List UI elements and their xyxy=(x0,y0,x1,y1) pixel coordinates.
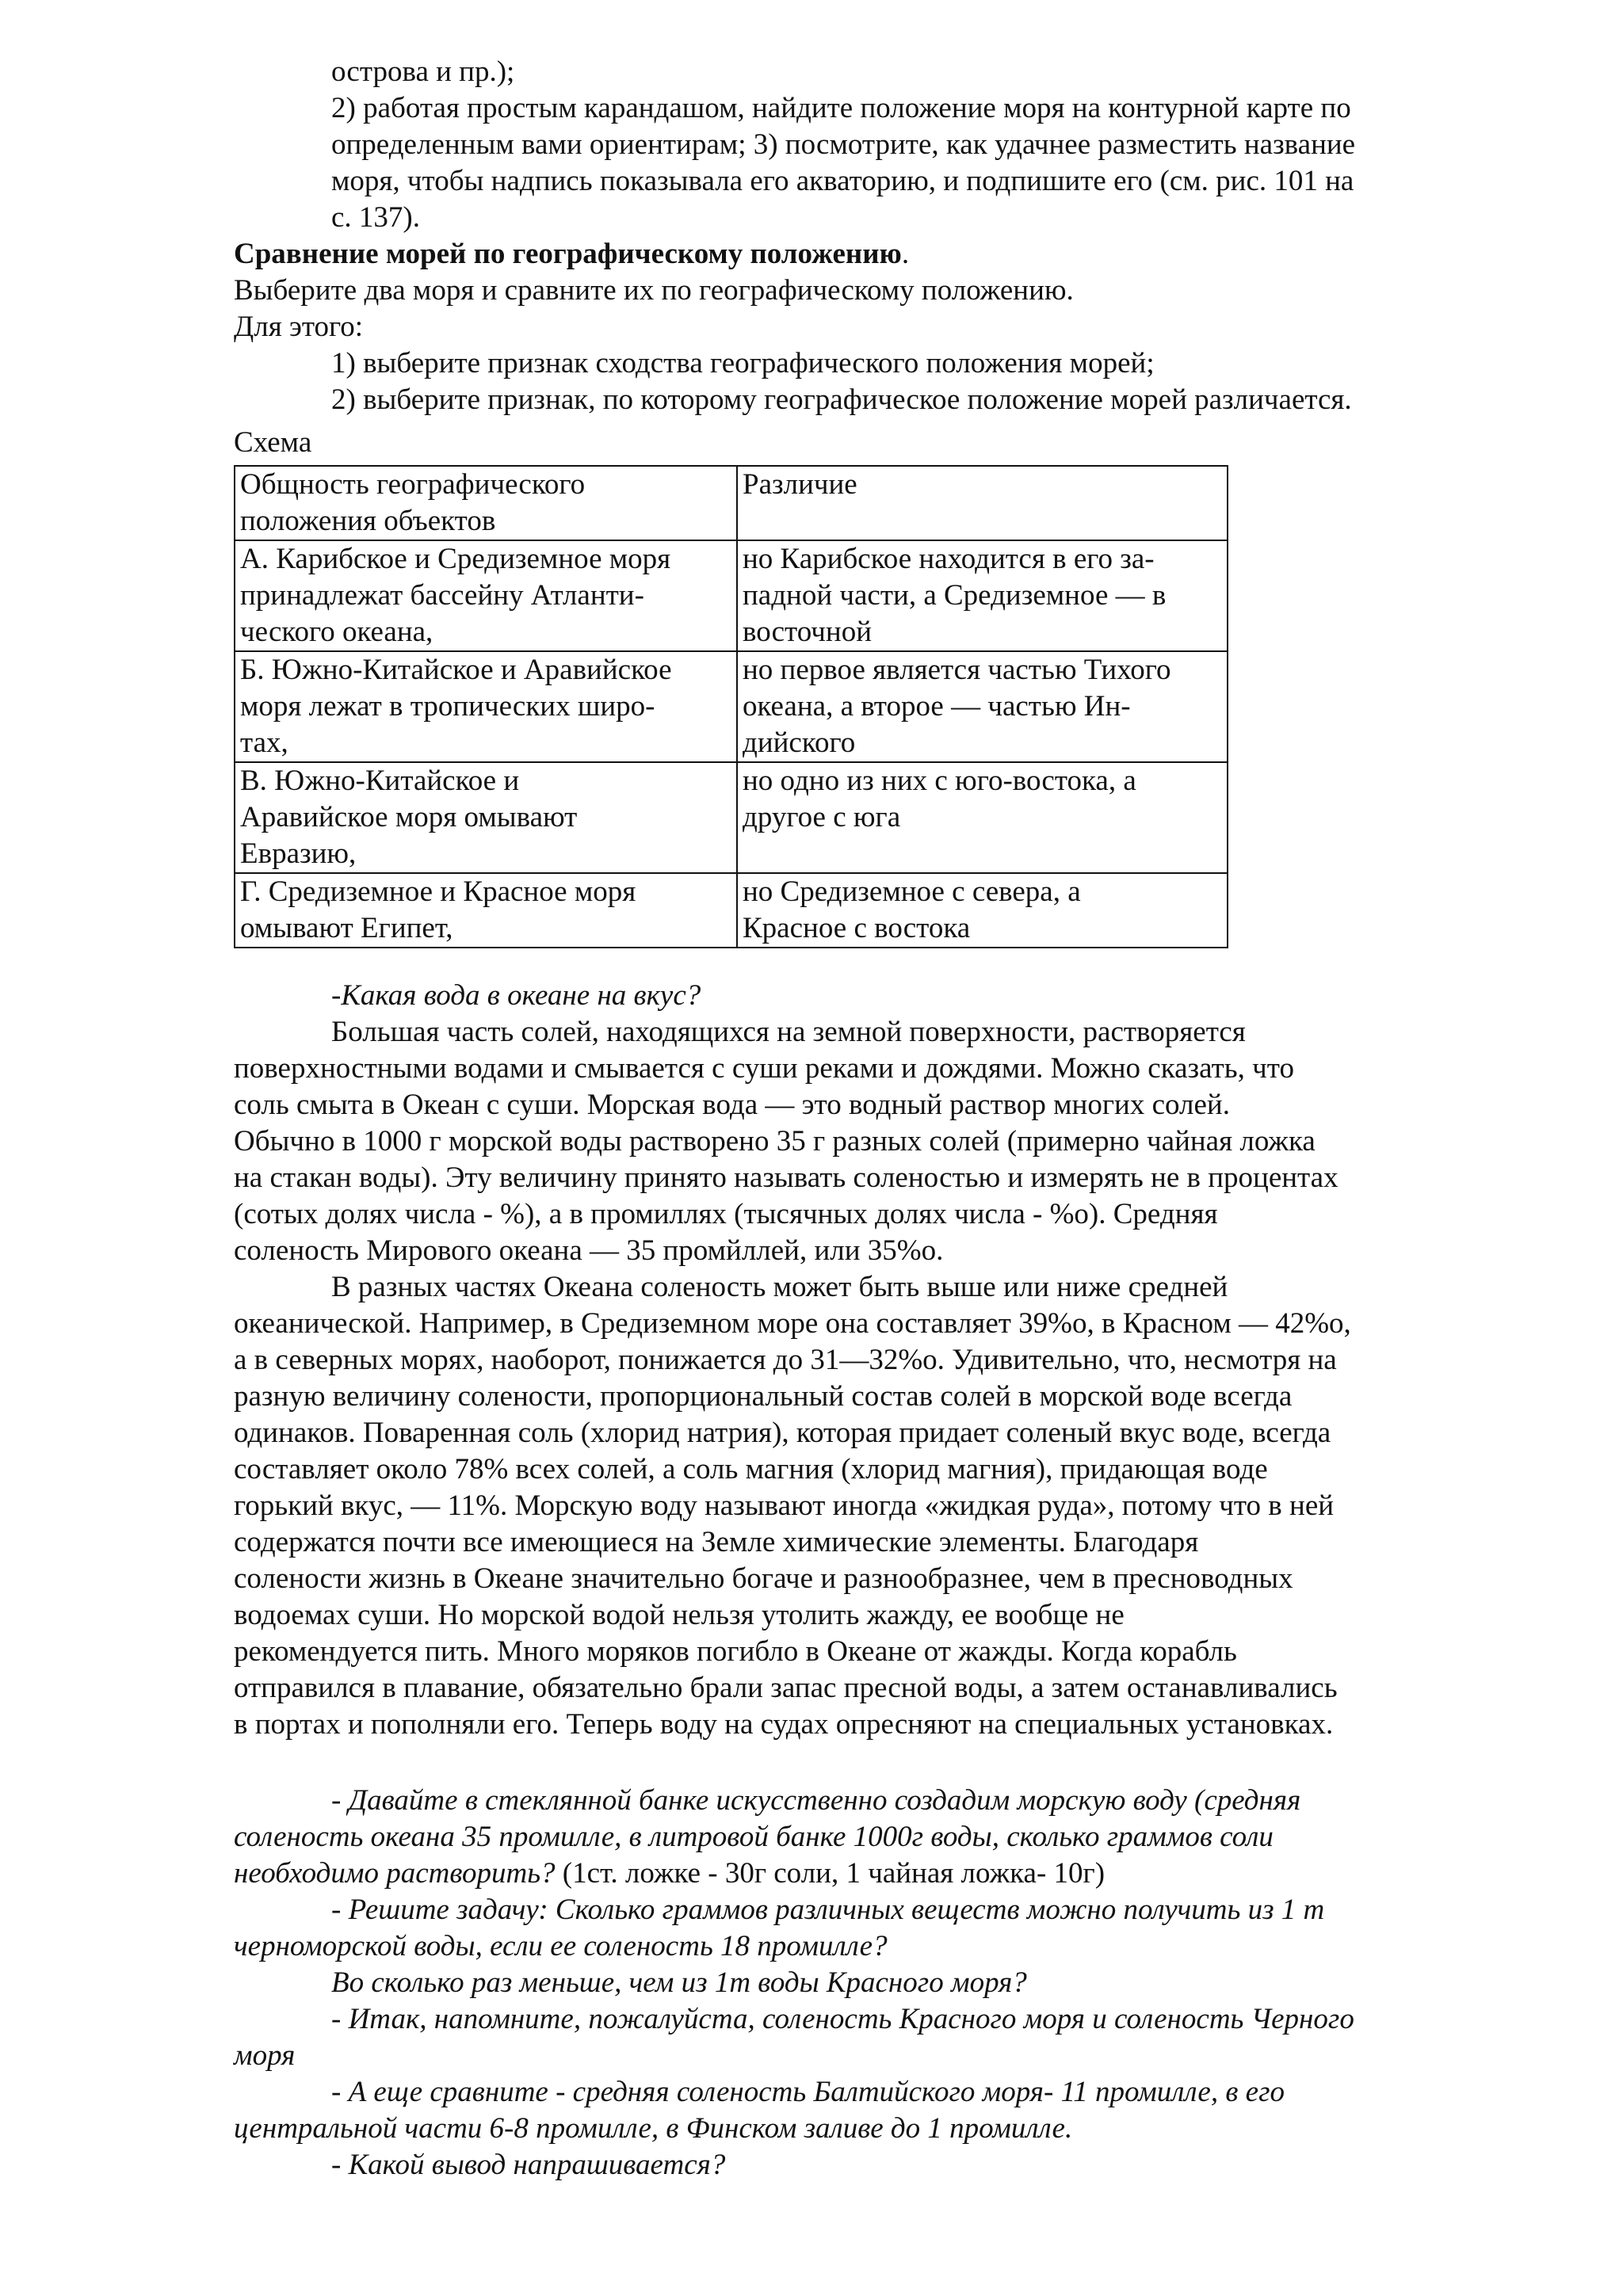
header-cell-commonality xyxy=(235,466,737,540)
cell-line: дийского xyxy=(743,727,856,759)
table-cell xyxy=(235,762,737,873)
paragraph-line: соль смыта в Океан с суши. Морская вода — это водный раствор многих солей. xyxy=(234,1089,1230,1121)
table-cell xyxy=(235,873,737,948)
cell-line: но одно из них с юго-востока, а xyxy=(743,765,1136,797)
instruction-step: 2) выберите признак, по которому географическое положение морей различается. xyxy=(331,383,1352,416)
cell-line: падной части, а Средиземное — в xyxy=(743,579,1167,612)
section-title-period: . xyxy=(901,238,910,270)
cell-line: но Средиземное с севера, а xyxy=(743,875,1081,908)
task-hint: (1ст. ложке - 30г соли, 1 чайная ложка- 10г) xyxy=(555,1857,1106,1890)
paragraph-line: содержатся почти все имеющиеся на Земле химические элементы. Благодаря xyxy=(234,1526,1199,1558)
intro-line: определенным вами ориентирам; 3) посмотрите, как удачнее разместить название xyxy=(331,128,1356,161)
paragraph-line: соленость Мирового океана — 35 промйллей, или 35%о. xyxy=(234,1234,944,1267)
paragraph-line: Обычно в 1000 г морской воды растворено 35 г разных солей (примерно чайная ложка xyxy=(234,1125,1316,1158)
paragraph-line: составляет около 78% всех солей, а соль магния (хлорид магния), придающая воде xyxy=(234,1453,1268,1486)
instruction-text: Для этого: xyxy=(234,311,364,343)
cell-line: Евразию, xyxy=(240,837,357,870)
table-row xyxy=(235,873,1228,948)
paragraph-line: горький вкус, — 11%. Морскую воду называют иногда «жидкая руда», потому что в ней xyxy=(234,1489,1335,1522)
paragraph-line: отправился в плавание, обязательно брали запас пресной воды, а затем останавливались xyxy=(234,1672,1338,1704)
intro-line: острова и пр.); xyxy=(331,55,515,88)
cell-line: другое с юга xyxy=(743,801,901,833)
table-row xyxy=(235,651,1228,762)
table-row xyxy=(235,540,1228,651)
paragraph-line: а в северных морях, наоборот, понижается до 31—32%о. Удивительно, что, несмотря на xyxy=(234,1344,1337,1376)
intro-line: с. 137). xyxy=(331,201,420,234)
table-cell xyxy=(737,651,1228,762)
cell-line: Общность географического xyxy=(240,468,586,501)
instruction-step: 1) выберите признак сходства географического положения морей; xyxy=(331,347,1155,379)
table-cell xyxy=(737,873,1228,948)
table-cell xyxy=(737,762,1228,873)
cell-line: Г. Средиземное и Красное моря xyxy=(240,875,636,908)
task-line: черноморской воды, если ее соленость 18 промилле? xyxy=(234,1930,888,1962)
cell-line: тах, xyxy=(240,727,288,759)
paragraph-line: В разных частях Океана соленость может быть выше или ниже средней xyxy=(331,1271,1228,1303)
cell-line: Красное с востока xyxy=(743,912,971,944)
paragraph-line: водоемах суши. Но морской водой нельзя утолить жажду, ее вообще не xyxy=(234,1599,1125,1631)
task-line: соленость океана 35 промилле, в литровой банке 1000г воды, сколько граммов соли xyxy=(234,1821,1274,1853)
cell-line: но первое является частью Тихого xyxy=(743,654,1171,686)
intro-line: моря, чтобы надпись показывала его акваторию, и подпишите его (см. рис. 101 на xyxy=(331,165,1354,197)
cell-line: Аравийское моря омывают xyxy=(240,801,578,833)
paragraph-line: в портах и пополняли его. Теперь воду на судах опресняют на специальных установках. xyxy=(234,1708,1334,1741)
cell-line: восточной xyxy=(743,616,872,648)
table-cell xyxy=(737,540,1228,651)
cell-line: положения объектов xyxy=(240,505,496,537)
comparison-table xyxy=(234,465,1228,948)
table-cell xyxy=(235,651,737,762)
table-row xyxy=(235,762,1228,873)
cell-line: Б. Южно-Китайское и Аравийское xyxy=(240,654,672,686)
cell-line: моря лежат в тропических широ- xyxy=(240,690,655,723)
task-line: - Какой вывод напрашивается? xyxy=(331,2149,726,2181)
task-line: - Итак, напомните, пожалуйста, соленость Красного моря и соленость Черного xyxy=(331,2003,1354,2035)
table-cell xyxy=(235,540,737,651)
question-line: -Какая вода в океане на вкус? xyxy=(331,979,701,1012)
paragraph-line: поверхностными водами и смывается с суши реками и дождями. Можно сказать, что xyxy=(234,1052,1294,1085)
paragraph-line: (сотых долях числа - %), а в промиллях (тысячных долях числа - %о). Средняя xyxy=(234,1198,1218,1230)
task-line: - Давайте в стеклянной банке искусственно создадим морскую воду (средняя xyxy=(331,1784,1301,1817)
task-line: моря xyxy=(234,2039,296,2072)
cell-line: А. Карибское и Средиземное моря xyxy=(240,543,671,575)
intro-line: 2) работая простым карандашом, найдите положение моря на контурной карте по xyxy=(331,92,1351,124)
task-question: необходимо растворить? xyxy=(234,1857,556,1890)
instruction-text: Выберите два моря и сравните их по географическому положению. xyxy=(234,274,1074,307)
task-line: - Решите задачу: Сколько граммов различных веществ можно получить из 1 т xyxy=(331,1894,1325,1926)
paragraph-line: на стакан воды). Эту величину принято называть соленостью и измерять не в процентах xyxy=(234,1161,1338,1194)
header-cell-difference xyxy=(737,466,1228,540)
cell-line: омывают Египет, xyxy=(240,912,453,944)
paragraph-line: разную величину солености, пропорциональный состав солей в морской воде всегда xyxy=(234,1380,1293,1413)
cell-line: ческого океана, xyxy=(240,616,433,648)
section-title: Сравнение морей по географическому положению xyxy=(234,238,902,270)
task-line: - А еще сравните - средняя соленость Балтийского моря- 11 промилле, в его xyxy=(331,2076,1285,2108)
cell-line: В. Южно-Китайское и xyxy=(240,765,520,797)
section-heading xyxy=(234,236,909,273)
paragraph-line: рекомендуется пить. Много моряков погибло в Океане от жажды. Когда корабль xyxy=(234,1635,1237,1668)
paragraph-line: одинаков. Поваренная соль (хлорид натрия), которая придает соленый вкус воде, всегда xyxy=(234,1417,1331,1449)
cell-line: Различие xyxy=(743,468,857,501)
paragraph-line: солености жизнь в Океане значительно богаче и разнообразнее, чем в пресноводных xyxy=(234,1562,1293,1595)
scheme-label: Схема xyxy=(234,426,312,459)
paragraph-line: океанической. Например, в Средиземном море она составляет 39%о, в Красном — 42%о, xyxy=(234,1307,1351,1340)
paragraph-line: Большая часть солей, находящихся на земной поверхности, растворяется xyxy=(331,1016,1246,1048)
cell-line: принадлежат бассейну Атланти- xyxy=(240,579,644,612)
task-line xyxy=(234,1855,1105,1892)
cell-line: но Карибское находится в его за- xyxy=(743,543,1155,575)
task-line: Во сколько раз меньше, чем из 1т воды Красного моря? xyxy=(331,1966,1027,1999)
task-line: центральной части 6-8 промилле, в Финском заливе до 1 промилле. xyxy=(234,2112,1073,2145)
cell-line: океана, а второе — частью Ин- xyxy=(743,690,1131,723)
table-header-row xyxy=(235,466,1228,540)
